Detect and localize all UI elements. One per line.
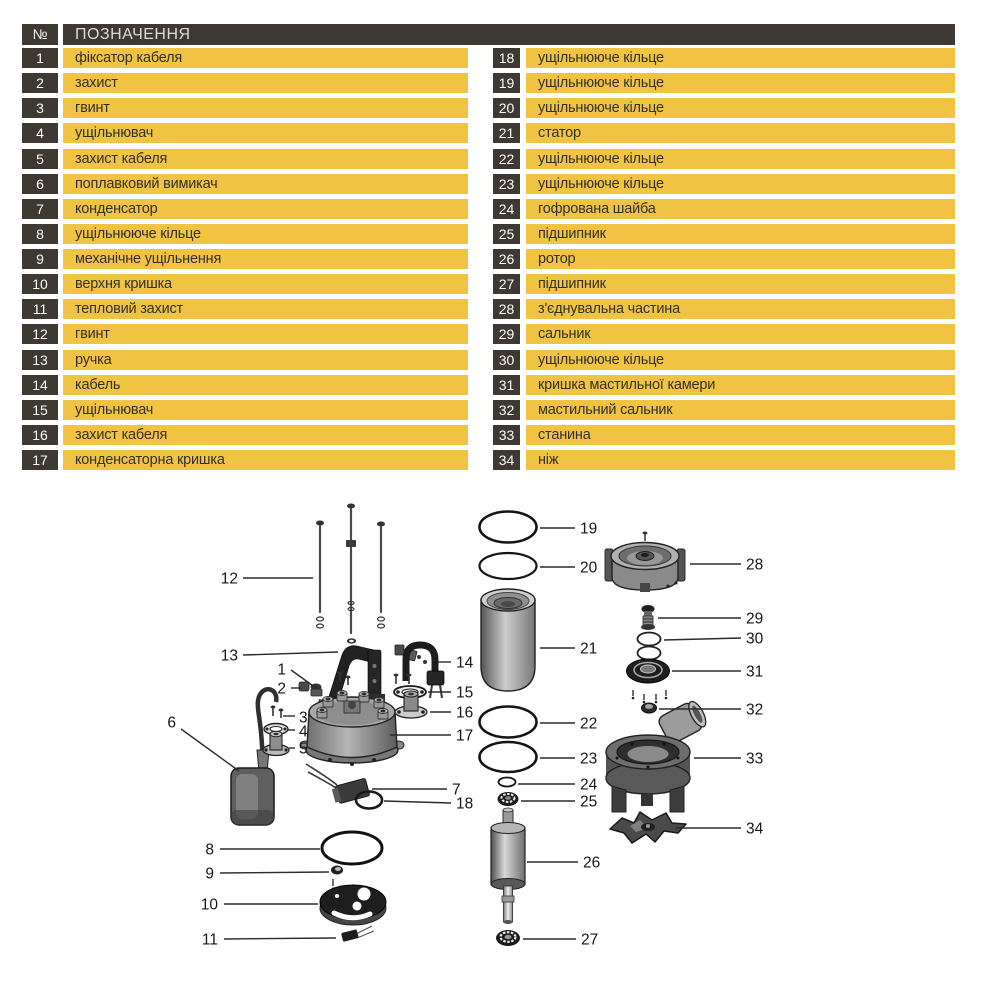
row-label: підшипник: [526, 274, 955, 294]
part-oring-22: [480, 707, 537, 738]
callout-number: 20: [580, 559, 598, 577]
callout-number: 7: [452, 781, 461, 799]
row-number: 6: [22, 174, 58, 194]
part-capacitor-cover-17: [300, 691, 404, 767]
row-label: поплавковий вимикач: [63, 174, 468, 194]
row-number: 20: [493, 98, 520, 118]
callout-number: 31: [746, 663, 764, 681]
part-stator-21: [481, 589, 535, 691]
callout-number: 19: [580, 520, 598, 538]
row-number: 28: [493, 299, 520, 319]
part-oring-8: [322, 832, 382, 864]
callout-number: 29: [746, 610, 764, 628]
callout-number: 26: [583, 854, 601, 872]
row-number: 19: [493, 73, 520, 93]
row-label: тепловий захист: [63, 299, 468, 319]
row-number: 16: [22, 425, 58, 445]
part-screws-3: [271, 706, 284, 719]
callout-number: 23: [580, 750, 598, 768]
row-number: 34: [493, 450, 520, 470]
callout-number: 16: [456, 704, 474, 722]
row-number: 7: [22, 199, 58, 219]
row-number: 32: [493, 400, 520, 420]
callout-number: 33: [746, 750, 764, 768]
leader-line: [384, 801, 451, 803]
callout-number: 2: [277, 680, 286, 698]
row-label: ущільнююче кільце: [63, 224, 468, 244]
callout-number: 27: [581, 931, 599, 949]
header-designation-cell: ПОЗНАЧЕННЯ: [63, 24, 955, 45]
callout-number: 6: [167, 714, 176, 732]
row-number: 4: [22, 123, 58, 143]
row-label: фіксатор кабеля: [63, 48, 468, 68]
row-label: кришка мастильної камери: [526, 375, 955, 395]
row-number: 12: [22, 324, 58, 344]
callout-number: 9: [205, 865, 214, 883]
row-number: 30: [493, 350, 520, 370]
leader-line: [664, 638, 741, 640]
part-oil-chamber-cover-31: [627, 659, 670, 703]
row-label: конденсатор: [63, 199, 468, 219]
part-seal-29: [641, 605, 655, 630]
callout-number: 22: [580, 715, 598, 733]
part-oring-20: [480, 553, 537, 579]
part-rotor-26: [491, 808, 525, 924]
row-label: ущільнююче кільце: [526, 149, 955, 169]
part-wave-washer-24: [499, 778, 516, 787]
row-label: захист кабеля: [63, 149, 468, 169]
row-label: механічне ущільнення: [63, 249, 468, 269]
row-label: ручка: [63, 350, 468, 370]
row-label: ущільнювач: [63, 400, 468, 420]
row-label: ущільнююче кільце: [526, 174, 955, 194]
row-label: ущільнююче кільце: [526, 98, 955, 118]
row-number: 9: [22, 249, 58, 269]
callout-number: 3: [299, 709, 308, 727]
callout-number: 30: [746, 630, 764, 648]
part-float-switch-6: [231, 689, 276, 825]
callout-number: 32: [746, 701, 764, 719]
callout-number: 8: [205, 841, 214, 859]
leader-line: [220, 872, 329, 873]
callout-number: 5: [299, 740, 308, 758]
part-knife-34: [610, 812, 686, 843]
part-capacitor-7: [306, 764, 370, 805]
part-thermal-protection-11: [341, 926, 374, 942]
header-number-cell: №: [22, 24, 58, 45]
row-label: ущільнююче кільце: [526, 48, 955, 68]
callout-number: 21: [580, 640, 598, 658]
row-number: 21: [493, 123, 520, 143]
callout-number: 34: [746, 820, 764, 838]
part-connecting-part-28: [605, 532, 685, 593]
part-oil-seal-32: [642, 703, 657, 713]
part-cable-protection-5: [263, 731, 289, 755]
row-number: 33: [493, 425, 520, 445]
row-number: 27: [493, 274, 520, 294]
row-number: 11: [22, 299, 58, 319]
row-label: гвинт: [63, 324, 468, 344]
row-number: 3: [22, 98, 58, 118]
row-number: 29: [493, 324, 520, 344]
row-number: 15: [22, 400, 58, 420]
row-label: гофрована шайба: [526, 199, 955, 219]
row-label: станина: [526, 425, 955, 445]
row-label: верхня кришка: [63, 274, 468, 294]
row-number: 31: [493, 375, 520, 395]
row-number: 18: [493, 48, 520, 68]
row-label: мастильний сальник: [526, 400, 955, 420]
row-number: 23: [493, 174, 520, 194]
callout-number: 25: [580, 793, 598, 811]
row-label: ніж: [526, 450, 955, 470]
row-number: 25: [493, 224, 520, 244]
callout-number: 10: [200, 896, 218, 914]
row-number: 13: [22, 350, 58, 370]
part-screws-12: [316, 504, 385, 652]
leader-line: [224, 938, 336, 939]
row-number: 2: [22, 73, 58, 93]
row-number: 24: [493, 199, 520, 219]
row-label: ущільнювач: [63, 123, 468, 143]
row-label: ротор: [526, 249, 955, 269]
row-label: статор: [526, 123, 955, 143]
callout-number: 1: [277, 661, 286, 679]
callout-number: 13: [220, 647, 238, 665]
leader-line: [181, 729, 239, 771]
part-oring-23: [480, 742, 537, 772]
row-label: захист кабеля: [63, 425, 468, 445]
row-label: кабель: [63, 375, 468, 395]
callout-number: 18: [456, 795, 474, 813]
row-number: 17: [22, 450, 58, 470]
part-oring-19: [480, 512, 537, 543]
row-label: ущільнююче кільце: [526, 73, 955, 93]
row-number: 26: [493, 249, 520, 269]
row-number: 5: [22, 149, 58, 169]
part-upper-cover-10: [320, 885, 386, 925]
row-number: 1: [22, 48, 58, 68]
row-label: гвинт: [63, 98, 468, 118]
callout-number: 12: [220, 570, 238, 588]
part-orings-30: [638, 633, 661, 660]
row-label: підшипник: [526, 224, 955, 244]
callout-number: 28: [746, 556, 764, 574]
row-label: конденсаторна кришка: [63, 450, 468, 470]
row-label: захист: [63, 73, 468, 93]
row-number: 8: [22, 224, 58, 244]
part-bearing-25: [498, 792, 519, 806]
part-stand-33: [606, 698, 710, 812]
row-number: 10: [22, 274, 58, 294]
row-number: 22: [493, 149, 520, 169]
row-label: сальник: [526, 324, 955, 344]
row-number: 14: [22, 375, 58, 395]
callout-number: 4: [299, 723, 308, 741]
row-label: з'єднувальна частина: [526, 299, 955, 319]
callout-number: 24: [580, 776, 598, 794]
callout-number: 15: [456, 684, 474, 702]
part-bearing-27: [496, 930, 520, 946]
callout-number: 11: [201, 931, 218, 949]
leader-line: [243, 652, 338, 655]
row-label: ущільнююче кільце: [526, 350, 955, 370]
callout-number: 17: [456, 727, 474, 745]
callout-number: 14: [456, 654, 474, 672]
